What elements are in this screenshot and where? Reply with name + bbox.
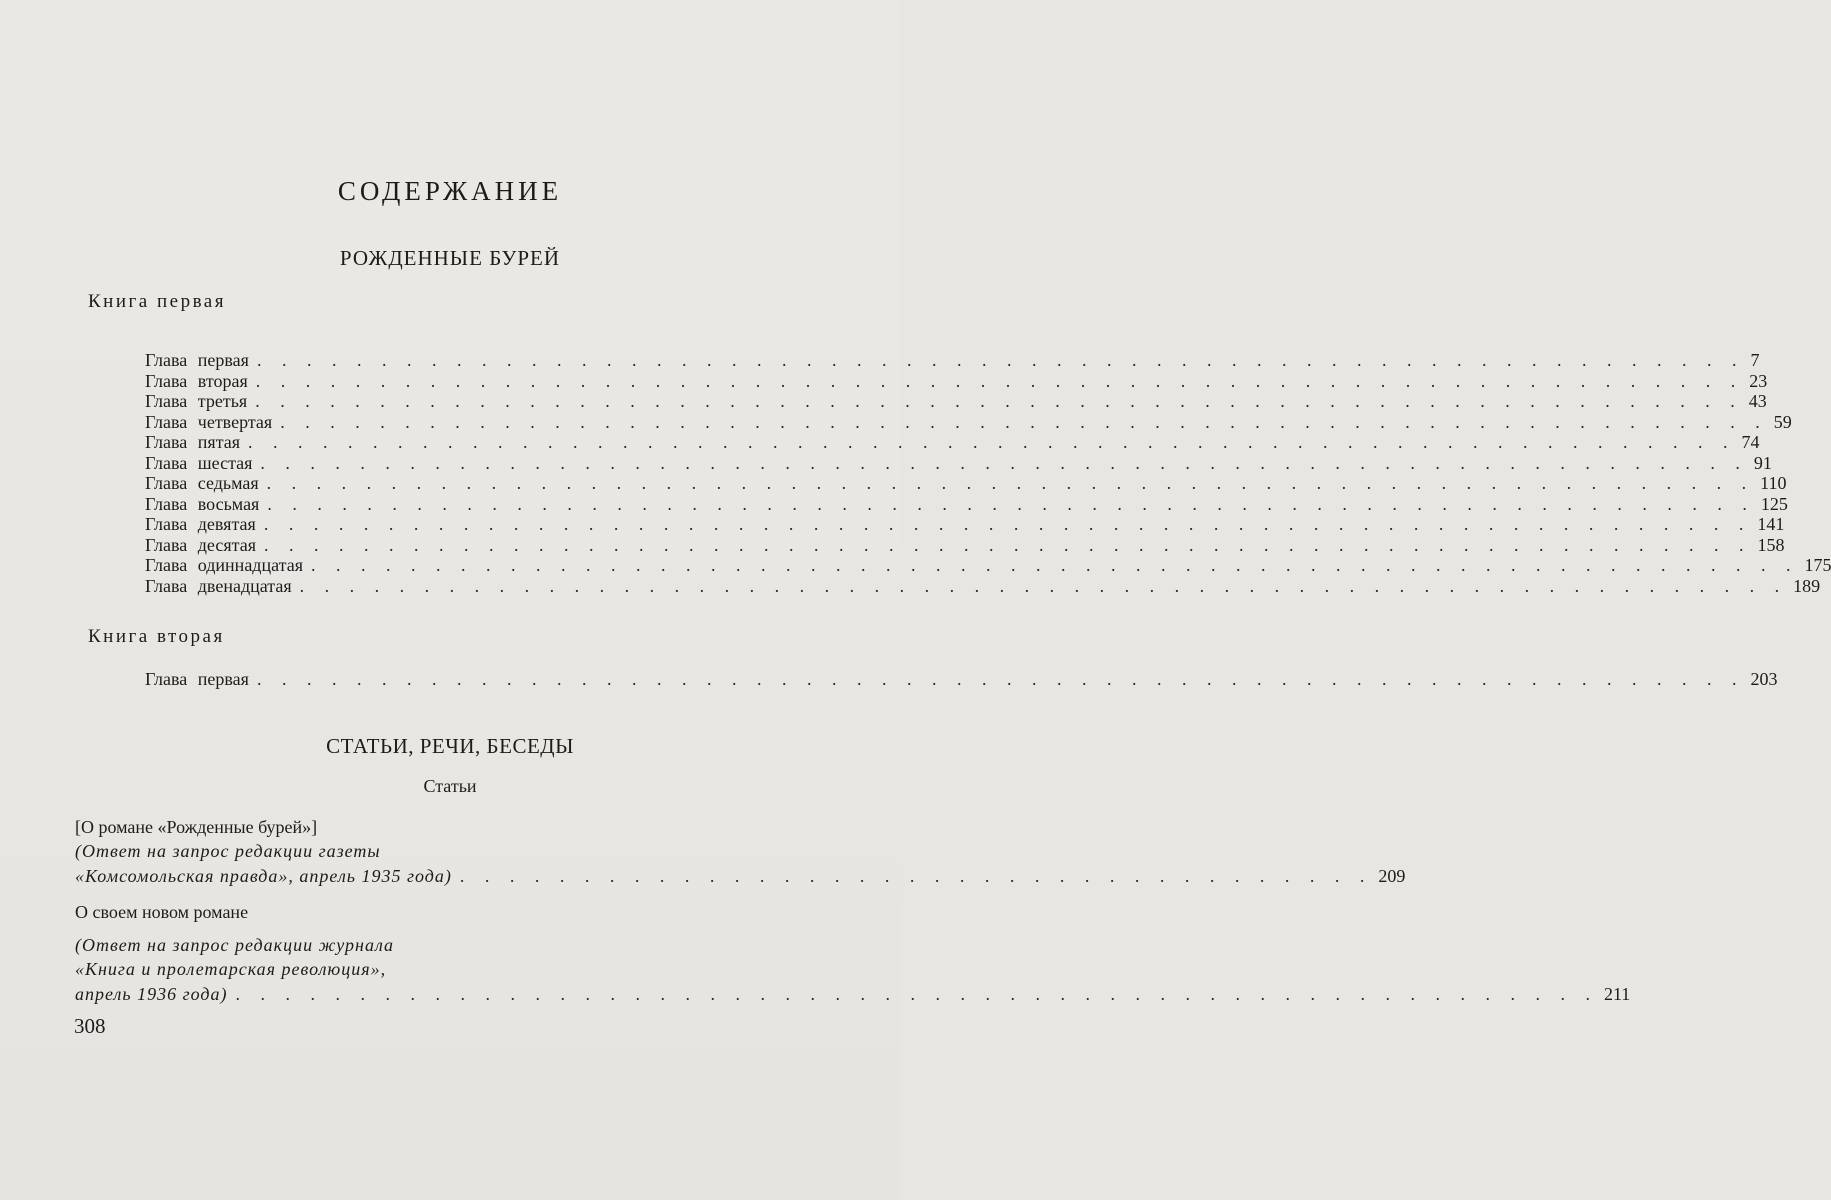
leader-dots: . . . . . . . . . . . . . . . . . . . . . . . . . . . . . . . . . . . . . . . . . . . . . . . . . . . . . . . . . . . . <box>255 370 1744 391</box>
article-note-line: апрель 1936 года) <box>75 984 228 1004</box>
toc-entry <box>145 350 1760 370</box>
section-title-articles: СТАТЬИ, РЕЧИ, БЕСЕДЫ <box>326 734 574 758</box>
leader-dots: . . . . . . . . . . . . . . . . . . . . . . . . . . . . . . . . . . . . . <box>459 866 1373 886</box>
leader-dots: . . . . . . . . . . . . . . . . . . . . . . . . . . . . . . . . . . . . . . . . . . . . . . . . . . . . . . . . . . . . <box>264 534 1752 555</box>
toc-entry <box>75 866 1406 886</box>
leader-dots: . . . . . . . . . . . . . . . . . . . . . . . . . . . . . . . . . . . . . . . . . . . . . . . . . . . . . . . . . . . . <box>256 350 1745 370</box>
article-title: О своем новом романе <box>75 902 249 922</box>
chapter-label: Глава пятая <box>145 432 241 452</box>
page-number: 91 <box>1753 452 1772 473</box>
leader-dots: . . . . . . . . . . . . . . . . . . . . . . . . . . . . . . . . . . . . . . . . . . . . . . . . . . . . . . . . . . . . <box>255 391 1743 411</box>
chapter-label: Глава десятая <box>145 534 256 555</box>
toc-entry <box>145 555 1831 575</box>
chapter-label: Глава первая <box>145 669 249 689</box>
toc-entry <box>145 514 1785 534</box>
chapter-label: Глава восьмая <box>145 493 260 514</box>
toc-entry <box>145 370 1768 391</box>
leader-dots: . . . . . . . . . . . . . . . . . . . . . . . . . . . . . . . . . . . . . . . . . . . . . . . . . . . . . . . . . . . . <box>310 555 1799 575</box>
leader-dots: . . . . . . . . . . . . . . . . . . . . . . . . . . . . . . . . . . . . . . . . . . . . . . . . . . . . . . . . . . . . <box>267 493 1755 514</box>
page-number: 189 <box>1793 575 1821 596</box>
book-two-title: Книга вторая <box>88 626 225 647</box>
article-note-line: (Ответ на запрос редакции журнала <box>75 935 395 955</box>
article-note-line: (Ответ на запрос редакции газеты <box>75 841 381 861</box>
leader-dots: . . . . . . . . . . . . . . . . . . . . . . . . . . . . . . . . . . . . . . . . . . . . . . . . . . . . . . . . . . . . <box>299 575 1788 596</box>
leader-dots: . . . . . . . . . . . . . . . . . . . . . . . . . . . . . . . . . . . . . . . . . . . . . . . . . . . . . . . . . . . . <box>248 432 1736 452</box>
toc-entry <box>145 391 1767 411</box>
page-number: 158 <box>1757 534 1785 555</box>
subsection-title: Статьи <box>423 776 477 796</box>
page-number: 209 <box>1378 866 1406 886</box>
chapter-label: Глава двенадцатая <box>145 575 292 596</box>
chapter-label: Глава одиннадцатая <box>145 555 303 575</box>
page-number: 7 <box>1750 350 1760 370</box>
leader-dots: . . . . . . . . . . . . . . . . . . . . . . . . . . . . . . . . . . . . . . . . . . . . . . . . . . . . . . . . . . . . <box>260 452 1748 473</box>
article-note-line: «Книга и пролетарская революция», <box>75 959 387 979</box>
page-number: 110 <box>1760 473 1787 493</box>
book-one-title: Книга первая <box>88 291 226 312</box>
chapter-label: Глава шестая <box>145 452 253 473</box>
leader-dots: . . . . . . . . . . . . . . . . . . . . . . . . . . . . . . . . . . . . . . . . . . . . . . . . . . . . . . . . . . . . <box>266 473 1755 493</box>
leader-dots: . . . . . . . . . . . . . . . . . . . . . . . . . . . . . . . . . . . . . . . . . . . . . . . . . . . . . . . . . . . . <box>280 411 1768 432</box>
chapter-label: Глава седьмая <box>145 473 259 493</box>
page-number: 203 <box>1750 669 1778 689</box>
toc-entry <box>145 432 1760 452</box>
page-number: 74 <box>1741 432 1760 452</box>
toc-entry <box>145 411 1792 432</box>
page-number: 125 <box>1760 493 1788 514</box>
toc-entry <box>145 473 1787 493</box>
page-number: 23 <box>1749 370 1768 391</box>
article-title: [О романе «Рожденные бурей»] <box>75 817 318 837</box>
page-folio: 308 <box>74 1014 106 1038</box>
page-number: 141 <box>1757 514 1785 534</box>
leader-dots: . . . . . . . . . . . . . . . . . . . . . . . . . . . . . . . . . . . . . . . . . . . . . . . . . . . . . . . . . . . . <box>256 669 1745 689</box>
contents-heading: СОДЕРЖАНИЕ <box>337 176 563 206</box>
chapter-label: Глава девятая <box>145 514 256 534</box>
leader-dots: . . . . . . . . . . . . . . . . . . . . . . . . . . . . . . . . . . . . . . . . . . . . . . . . . . . . . . . <box>235 984 1598 1004</box>
page-number: 211 <box>1603 984 1631 1004</box>
chapter-label: Глава четвертая <box>145 411 273 432</box>
toc-entry <box>145 493 1788 514</box>
article-note-line: «Комсомольская правда», апрель 1935 года) <box>75 866 452 886</box>
toc-entry <box>145 575 1821 596</box>
toc-entry <box>75 984 1631 1004</box>
page-number: 59 <box>1773 411 1792 432</box>
toc-entry <box>145 452 1772 473</box>
leader-dots: . . . . . . . . . . . . . . . . . . . . . . . . . . . . . . . . . . . . . . . . . . . . . . . . . . . . . . . . . . . . <box>263 514 1752 534</box>
toc-entry <box>145 534 1785 555</box>
page-number: 43 <box>1748 391 1767 411</box>
toc-entry <box>145 669 1778 689</box>
chapter-label: Глава третья <box>145 391 248 411</box>
chapter-label: Глава первая <box>145 350 249 370</box>
chapter-label: Глава вторая <box>145 370 248 391</box>
page-number: 175 <box>1804 555 1831 575</box>
section-title-novel: РОЖДЕННЫЕ БУРЕЙ <box>339 246 561 270</box>
